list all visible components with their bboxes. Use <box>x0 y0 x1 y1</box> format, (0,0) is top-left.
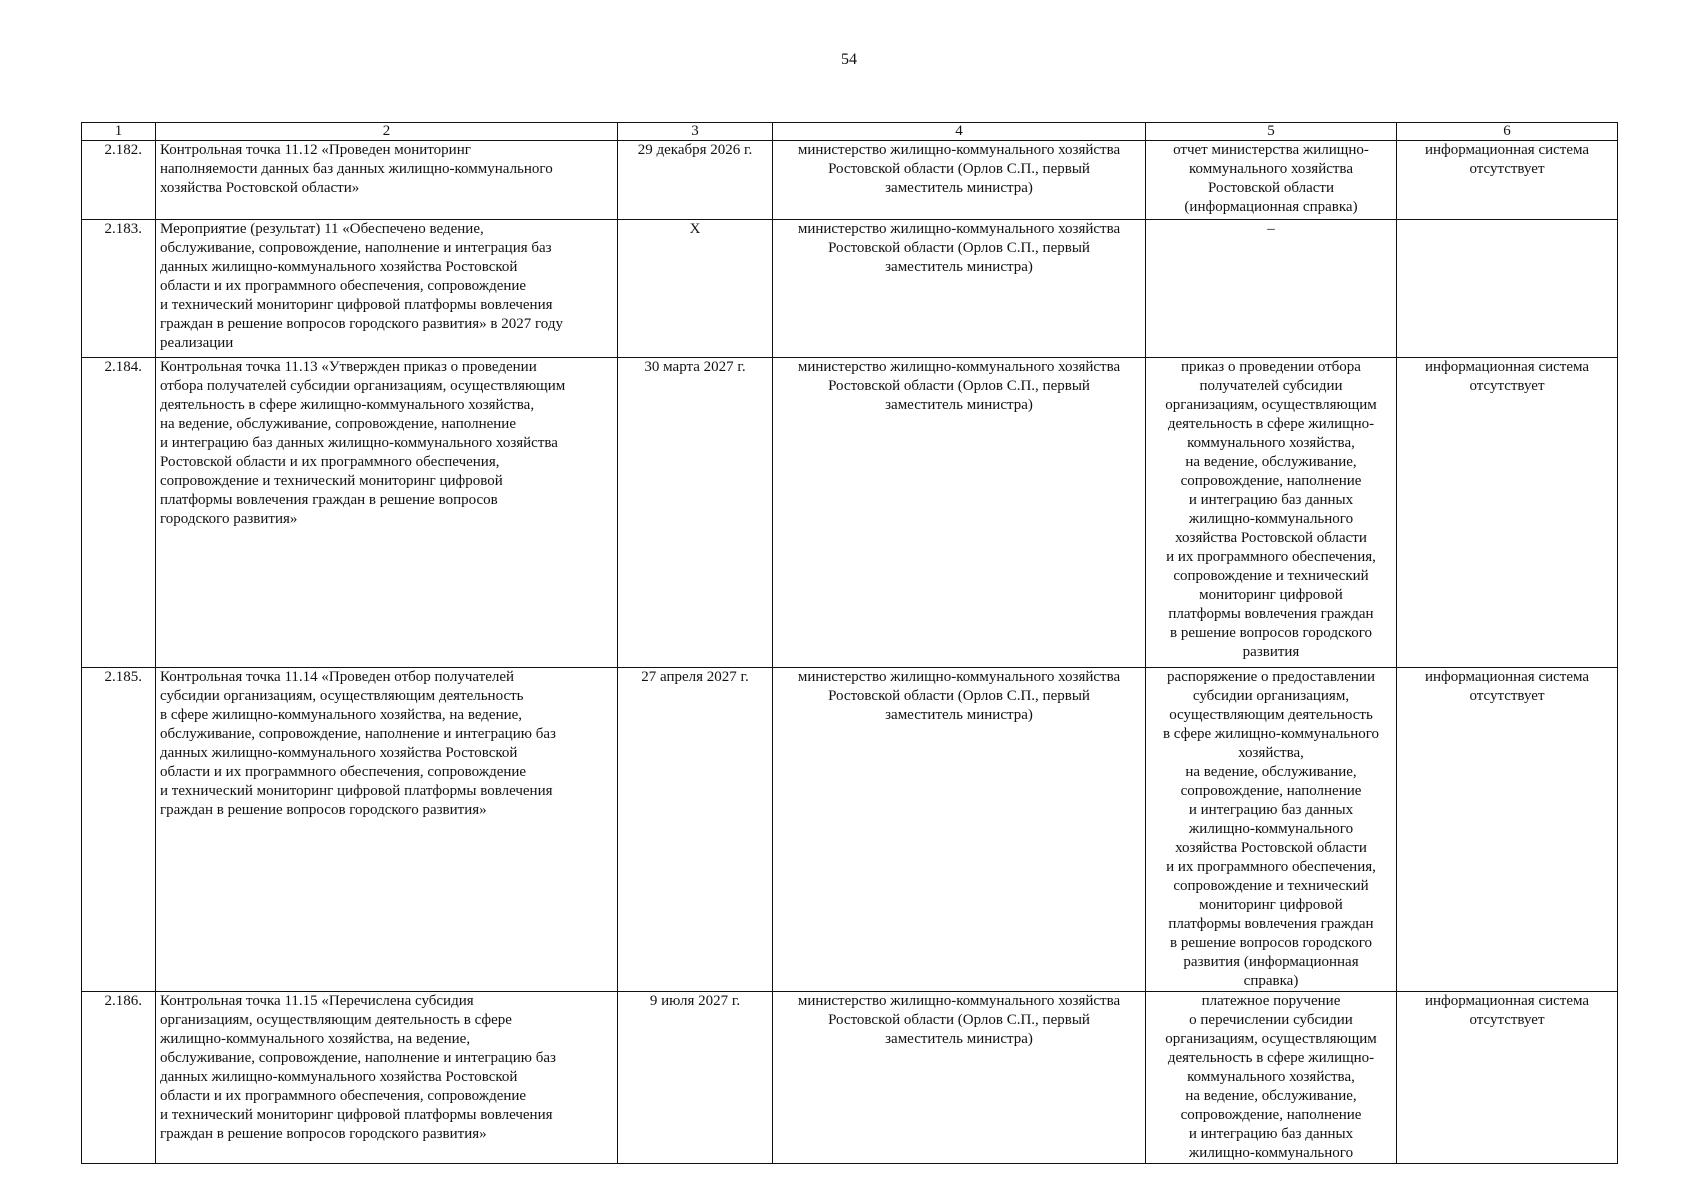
row-number: 2.184. <box>82 358 156 668</box>
table-row <box>82 358 1618 668</box>
row-date: 27 апреля 2027 г. <box>618 668 773 992</box>
row-document: отчет министерства жилищно- коммунального хозяйства Ростовской области (информационная справка) <box>1146 141 1397 220</box>
page-number: 54 <box>841 51 857 68</box>
row-date: 30 марта 2027 г. <box>618 358 773 668</box>
row-description: Контрольная точка 11.14 «Проведен отбор получателей субсидии организациям, осуществляющим деятельность в сфере жилищно-коммунального хозяйства, на ведение, обслуживание, сопровождение, наполнение и интеграцию баз данных жилищно-коммунального хозяйства Ростовской области и их программного обеспечения, сопровождение и технический мониторинг цифровой платформы вовлечения граждан в решение вопросов городского развития» <box>156 668 618 992</box>
row-info-system <box>1397 220 1618 358</box>
table-row <box>82 141 1618 220</box>
row-date: 29 декабря 2026 г. <box>618 141 773 220</box>
row-document: платежное поручение о перечислении субсидии организациям, осуществляющим деятельность в сфере жилищно- коммунального хозяйства, на ведение, обслуживание, сопровождение, наполнение и интеграцию баз данных жилищно-коммунального <box>1146 992 1397 1164</box>
header-row <box>82 123 1618 141</box>
control-points-table <box>81 122 1618 1164</box>
header-cell-2: 2 <box>156 123 618 141</box>
row-description: Контрольная точка 11.13 «Утвержден приказ о проведении отбора получателей субсидии организациям, осуществляющим деятельность в сфере жилищно-коммунального хозяйства, на ведение, обслуживание, сопровождение, наполнение и интеграцию баз данных жилищно-коммунального хозяйства Ростовской области и их программного обеспечения, сопровождение и технический мониторинг цифровой платформы вовлечения граждан в решение вопросов городского развития» <box>156 358 618 668</box>
header-cell-3: 3 <box>618 123 773 141</box>
header-cell-5: 5 <box>1146 123 1397 141</box>
header-cell-6: 6 <box>1397 123 1618 141</box>
table-row <box>82 220 1618 358</box>
row-date: 9 июля 2027 г. <box>618 992 773 1164</box>
row-info-system: информационная система отсутствует <box>1397 668 1618 992</box>
row-number: 2.182. <box>82 141 156 220</box>
row-document: приказ о проведении отбора получателей субсидии организациям, осуществляющим деятельность в сфере жилищно- коммунального хозяйства, на ведение, обслуживание, сопровождение, наполнение и интеграцию баз данных жилищно-коммунального хозяйства Ростовской области и их программного обеспечения, сопровождение и технический мониторинг цифровой платформы вовлечения граждан в решение вопросов городского развития <box>1146 358 1397 668</box>
row-document: – <box>1146 220 1397 358</box>
row-description: Контрольная точка 11.12 «Проведен мониторинг наполняемости данных баз данных жилищно-коммунального хозяйства Ростовской области» <box>156 141 618 220</box>
row-document: распоряжение о предоставлении субсидии организациям, осуществляющим деятельность в сфере жилищно-коммунального хозяйства, на ведение, обслуживание, сопровождение, наполнение и интеграцию баз данных жилищно-коммунального хозяйства Ростовской области и их программного обеспечения, сопровождение и технический мониторинг цифровой платформы вовлечения граждан в решение вопросов городского развития (информационная справка) <box>1146 668 1397 992</box>
header-cell-4: 4 <box>773 123 1146 141</box>
row-number: 2.186. <box>82 992 156 1164</box>
row-description: Контрольная точка 11.15 «Перечислена субсидия организациям, осуществляющим деятельность в сфере жилищно-коммунального хозяйства, на ведение, обслуживание, сопровождение, наполнение и интеграцию баз данных жилищно-коммунального хозяйства Ростовской области и их программного обеспечения, сопровождение и технический мониторинг цифровой платформы вовлечения граждан в решение вопросов городского развития» <box>156 992 618 1164</box>
row-responsible: министерство жилищно-коммунального хозяйства Ростовской области (Орлов С.П., первый заместитель министра) <box>773 992 1146 1164</box>
row-responsible: министерство жилищно-коммунального хозяйства Ростовской области (Орлов С.П., первый заместитель министра) <box>773 668 1146 992</box>
row-number: 2.183. <box>82 220 156 358</box>
row-info-system: информационная система отсутствует <box>1397 358 1618 668</box>
header-cell-1: 1 <box>82 123 156 141</box>
row-info-system: информационная система отсутствует <box>1397 992 1618 1164</box>
row-responsible: министерство жилищно-коммунального хозяйства Ростовской области (Орлов С.П., первый заместитель министра) <box>773 220 1146 358</box>
row-info-system: информационная система отсутствует <box>1397 141 1618 220</box>
row-date: X <box>618 220 773 358</box>
table-row <box>82 992 1618 1164</box>
table-row <box>82 668 1618 992</box>
row-number: 2.185. <box>82 668 156 992</box>
row-description: Мероприятие (результат) 11 «Обеспечено ведение, обслуживание, сопровождение, наполнение и интеграция баз данных жилищно-коммунального хозяйства Ростовской области и их программного обеспечения, сопровождение и технический мониторинг цифровой платформы вовлечения граждан в решение вопросов городского развития» в 2027 году реализации <box>156 220 618 358</box>
row-responsible: министерство жилищно-коммунального хозяйства Ростовской области (Орлов С.П., первый заместитель министра) <box>773 141 1146 220</box>
row-responsible: министерство жилищно-коммунального хозяйства Ростовской области (Орлов С.П., первый заместитель министра) <box>773 358 1146 668</box>
